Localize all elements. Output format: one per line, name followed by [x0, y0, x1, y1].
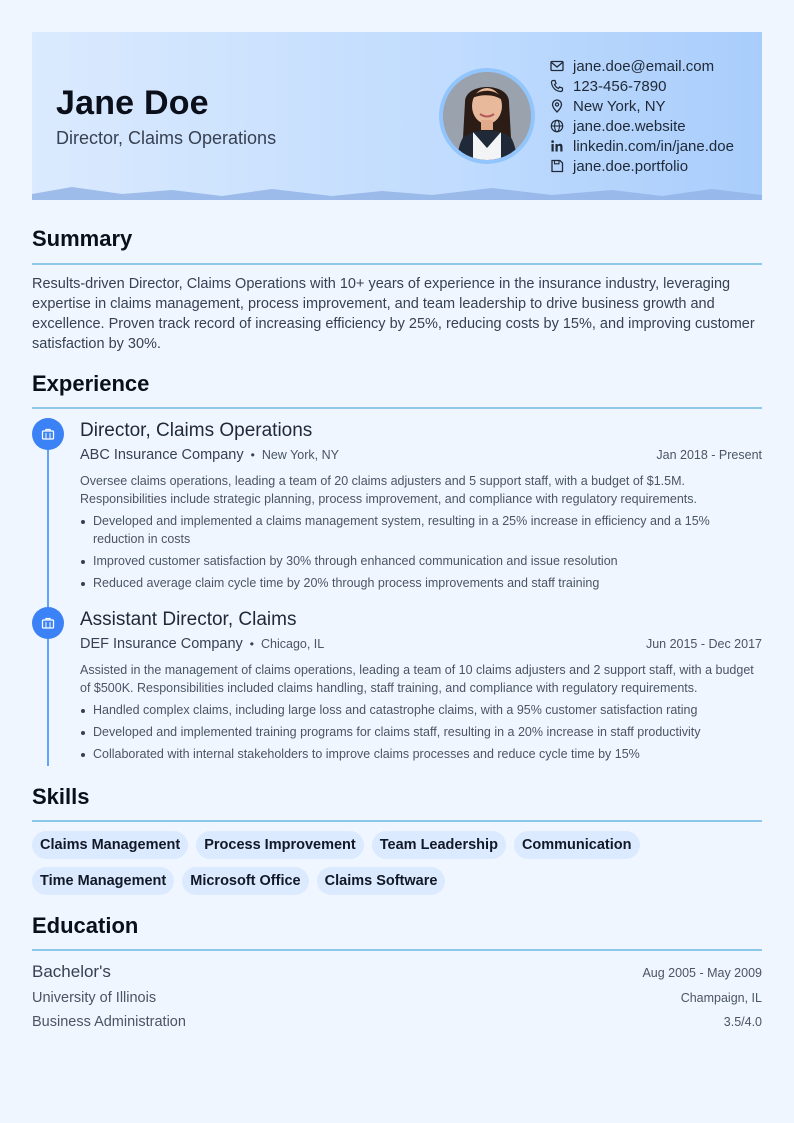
education-divider — [32, 949, 762, 951]
skill-chip: Communication — [514, 831, 640, 859]
job-meta — [80, 446, 762, 472]
contact-email-text: jane.doe@email.com — [573, 57, 715, 75]
bullet-separator: • — [249, 637, 254, 651]
skills-divider — [32, 820, 762, 822]
portfolio-icon — [550, 159, 564, 173]
job-description: Assisted in the management of claims operations, leading a team of 10 claims adjusters and 2 support staff, with a budget of $500K. Responsibilities included claims handling, staff training, and compliance with regulatory requirements. — [80, 663, 754, 695]
contact-website-text: jane.doe.website — [573, 117, 686, 135]
linkedin-icon — [550, 139, 564, 153]
skill-chip: Claims Management — [32, 831, 188, 859]
timeline-marker — [32, 418, 64, 450]
achievement-item: Developed and implemented training programs for claims staff, resulting in a 20% increase in staff productivity — [80, 723, 762, 741]
job-dates: Jan 2018 - Present — [656, 448, 762, 462]
contact-location-text: New York, NY — [573, 97, 666, 115]
candidate-name: Jane Doe — [56, 84, 209, 122]
contact-portfolio[interactable] — [550, 156, 734, 176]
contact-location — [550, 96, 734, 116]
skill-chip: Process Improvement — [196, 831, 364, 859]
education-field-row — [32, 1014, 762, 1030]
location-pin-icon — [550, 99, 564, 113]
job-entry — [80, 420, 762, 596]
education-degree-row — [32, 962, 762, 982]
achievement-item: Reduced average claim cycle time by 20% through process improvements and staff training — [80, 574, 762, 592]
education-school-row — [32, 990, 762, 1006]
achievement-item: Handled complex claims, including large loss and catastrophe claims, with a 95% customer satisfaction rating — [80, 701, 762, 719]
experience-timeline — [47, 434, 49, 766]
experience-divider — [32, 407, 762, 409]
education-degree: Bachelor's — [32, 962, 111, 981]
education-dates: Aug 2005 - May 2009 — [642, 966, 762, 980]
job-dates: Jun 2015 - Dec 2017 — [645, 637, 762, 651]
contact-linkedin-text: linkedin.com/in/jane.doe — [573, 137, 734, 155]
contact-website[interactable] — [550, 116, 734, 136]
contact-email[interactable] — [550, 56, 734, 76]
mail-icon — [550, 59, 564, 73]
skills-list — [32, 831, 762, 895]
achievement-item: Developed and implemented a claims management system, resulting in a 25% increase in efficiency and a 15% reduction in costs — [80, 512, 762, 548]
contact-portfolio-text: jane.doe.portfolio — [573, 157, 689, 175]
phone-icon — [550, 79, 564, 93]
job-title: Director, Claims Operations — [80, 420, 313, 441]
job-description: Oversee claims operations, leading a team of 20 claims adjusters and 5 support staff, with a budget of $1.5M. Responsibilities include strategic planning, process improvement, and compliance with regulatory requirements. — [80, 474, 697, 506]
skill-chip: Time Management — [32, 867, 174, 895]
header-mountain-decoration — [32, 184, 762, 200]
briefcase-icon — [41, 616, 55, 630]
globe-icon — [550, 119, 564, 133]
education-field: Business Administration — [32, 1014, 186, 1030]
skill-chip: Microsoft Office — [182, 867, 308, 895]
job-entry — [80, 609, 762, 767]
education-gpa: 3.5/4.0 — [723, 1015, 762, 1029]
job-company: DEF Insurance Company — [80, 636, 243, 652]
bullet-separator: • — [250, 448, 255, 462]
contact-list — [550, 56, 734, 176]
timeline-marker — [32, 607, 64, 639]
job-company: ABC Insurance Company — [80, 447, 244, 463]
profile-photo — [439, 68, 535, 164]
job-location: Chicago, IL — [261, 637, 325, 651]
briefcase-icon — [41, 427, 55, 441]
education-heading: Education — [32, 913, 139, 938]
skill-chip: Team Leadership — [372, 831, 506, 859]
candidate-title: Director, Claims Operations — [56, 128, 277, 148]
achievement-item: Improved customer satisfaction by 30% through enhanced communication and issue resolution — [80, 552, 762, 570]
job-title: Assistant Director, Claims — [80, 609, 297, 630]
job-achievements — [80, 701, 762, 763]
job-location: New York, NY — [261, 448, 339, 462]
summary-text: Results-driven Director, Claims Operations with 10+ years of experience in the insurance industry, leveraging expertise in claims management, process improvement, and team leadership to drive business growth and excellence. Proven track record of increasing efficiency by 25%, reducing costs by 15%, and improving customer satisfaction by 30%. — [32, 276, 755, 352]
contact-linkedin[interactable] — [550, 136, 734, 156]
job-meta — [80, 635, 762, 661]
education-school: University of Illinois — [32, 990, 157, 1006]
profile-photo-image — [443, 72, 531, 160]
job-achievements — [80, 512, 762, 592]
summary-divider — [32, 263, 762, 265]
resume-header — [32, 32, 762, 200]
skill-chip: Claims Software — [317, 867, 446, 895]
contact-phone-text: 123-456-7890 — [573, 77, 667, 95]
skills-heading: Skills — [32, 784, 90, 809]
achievement-item: Collaborated with internal stakeholders to improve claims processes and reduce cycle time by 15% — [80, 745, 762, 763]
experience-heading: Experience — [32, 371, 150, 396]
contact-phone[interactable] — [550, 76, 734, 96]
education-location: Champaign, IL — [680, 991, 762, 1005]
summary-heading: Summary — [32, 226, 133, 251]
